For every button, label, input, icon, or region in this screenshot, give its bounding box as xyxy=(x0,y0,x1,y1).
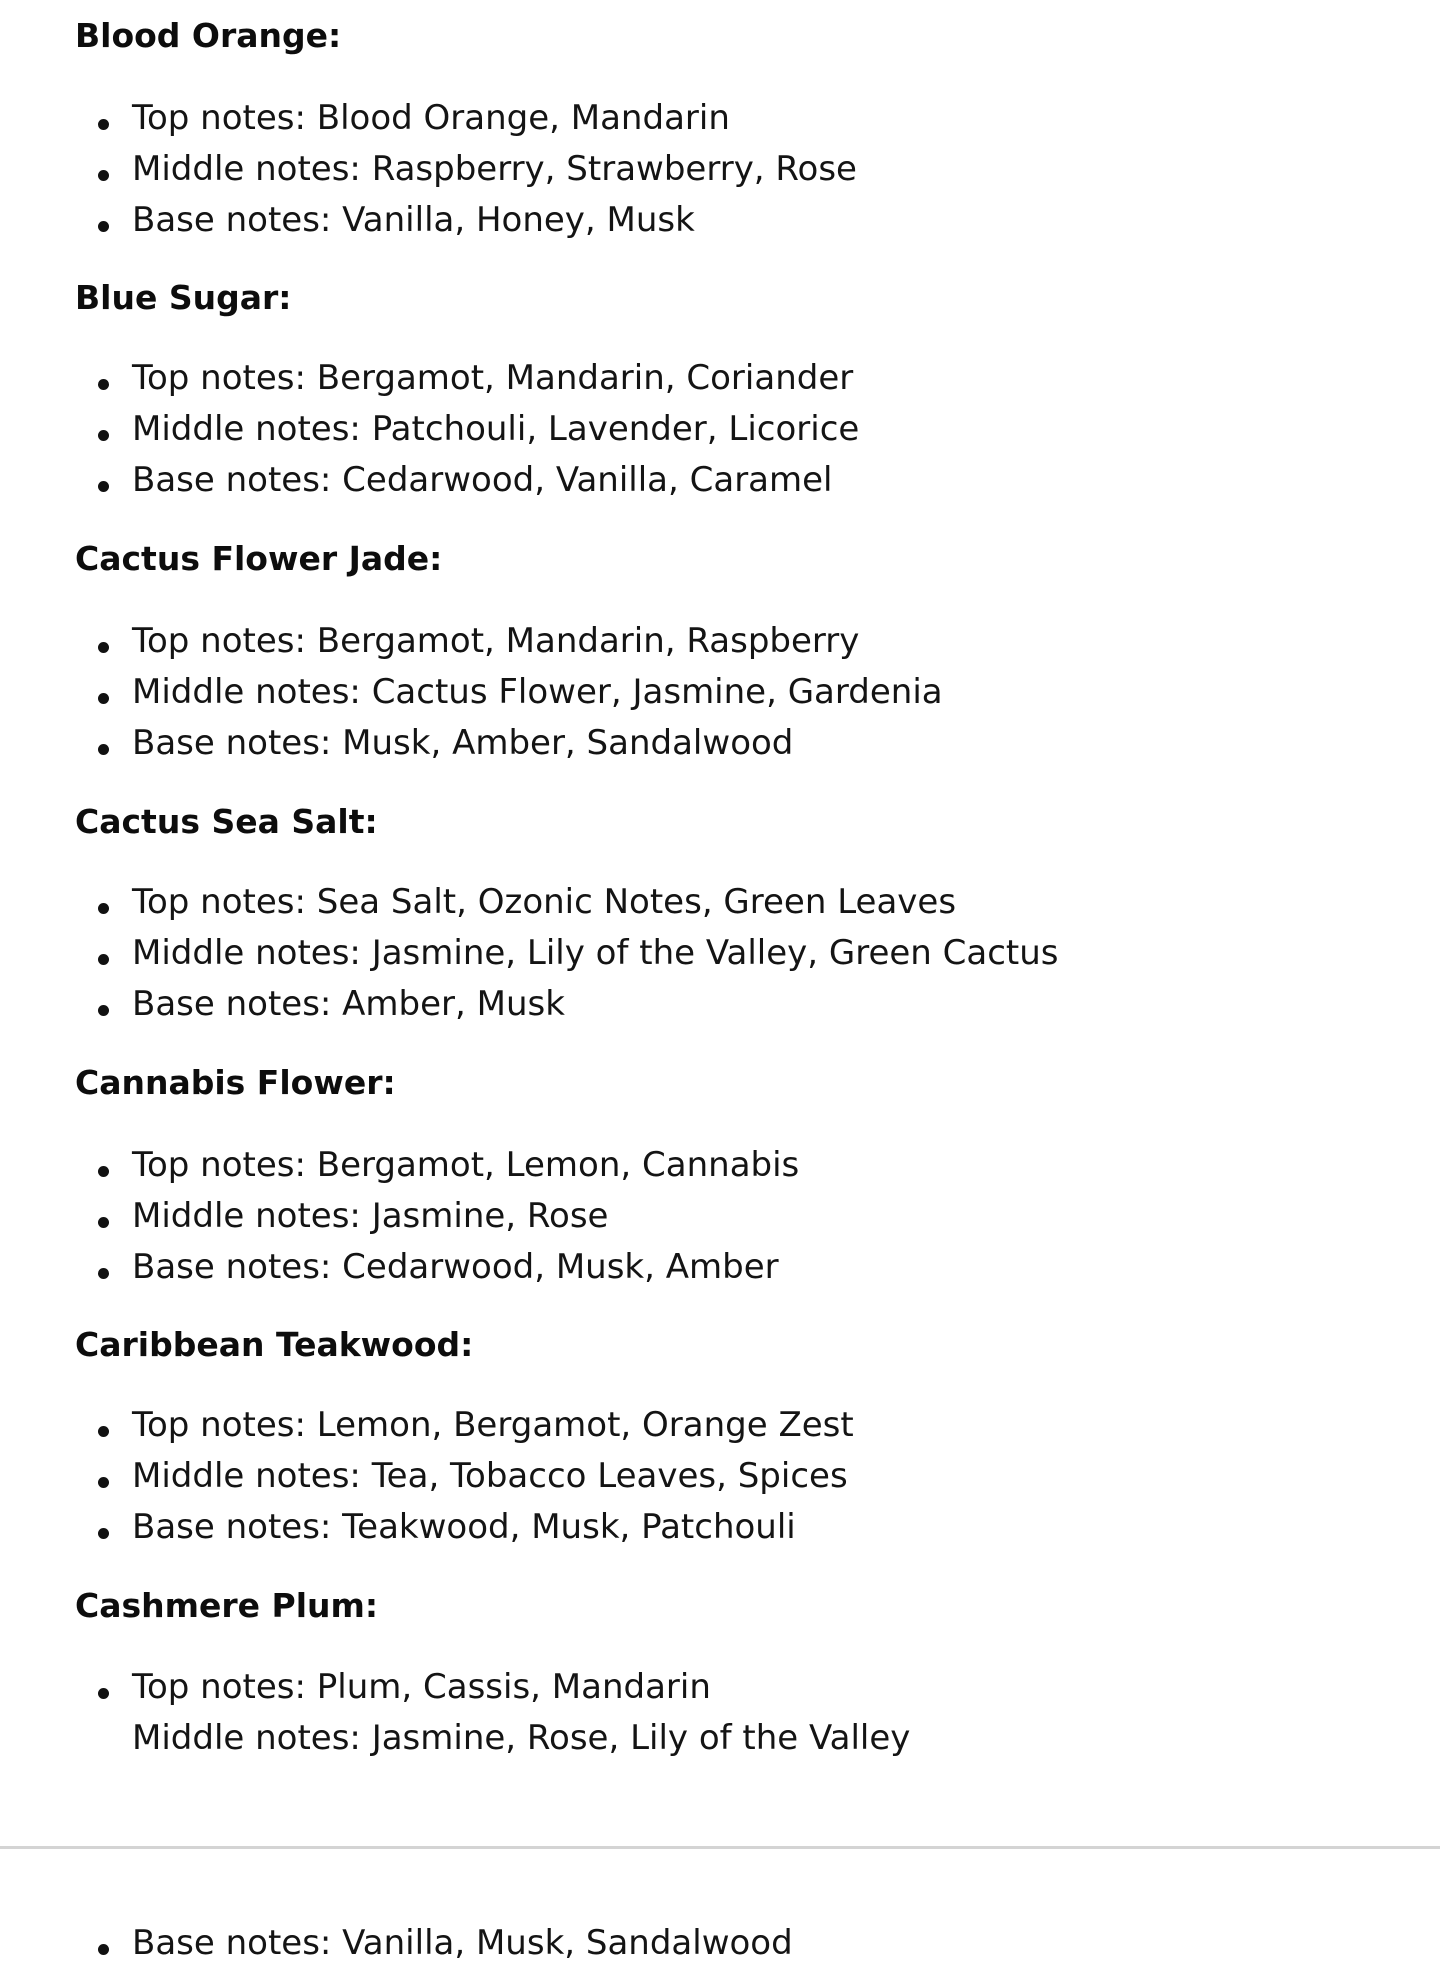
bullet-icon xyxy=(98,954,109,965)
note-text: Base notes: Vanilla, Musk, Sandalwood xyxy=(132,1923,793,1963)
note-text: Base notes: Teakwood, Musk, Patchouli xyxy=(132,1507,796,1547)
bullet-icon xyxy=(98,481,109,492)
note-text: Base notes: Musk, Amber, Sandalwood xyxy=(132,723,794,763)
notes-list xyxy=(75,1400,854,1553)
note-text: Top notes: Sea Salt, Ozonic Notes, Green Leaves xyxy=(132,882,957,922)
bullet-icon xyxy=(98,1944,109,1955)
bullet-icon xyxy=(98,903,109,914)
list-item xyxy=(75,1451,854,1502)
notes-list xyxy=(75,616,943,769)
scent-heading: Cactus Flower Jade: xyxy=(75,539,443,578)
bullet-icon xyxy=(98,430,109,441)
list-item xyxy=(75,93,857,144)
note-text: Middle notes: Cactus Flower, Jasmine, Gardenia xyxy=(132,672,943,712)
list-item xyxy=(75,1242,799,1293)
bullet-icon xyxy=(98,1688,109,1699)
bullet-icon xyxy=(98,1166,109,1177)
scent-heading: Caribbean Teakwood: xyxy=(75,1325,474,1364)
note-text: Base notes: Cedarwood, Vanilla, Caramel xyxy=(132,460,833,500)
scent-heading: Cactus Sea Salt: xyxy=(75,802,378,841)
notes-list xyxy=(75,93,857,246)
scent-heading: Cashmere Plum: xyxy=(75,1586,379,1625)
list-item xyxy=(75,455,859,506)
bullet-icon xyxy=(98,744,109,755)
bullet-icon xyxy=(98,119,109,130)
notes-list xyxy=(75,1662,910,1764)
note-text: Middle notes: Raspberry, Strawberry, Rose xyxy=(132,149,857,189)
list-item xyxy=(75,1502,854,1553)
notes-list xyxy=(75,353,859,506)
notes-list xyxy=(75,1918,793,1969)
list-item xyxy=(75,1918,793,1969)
scent-section-cactus-flower-jade xyxy=(75,539,1375,763)
note-text: Top notes: Lemon, Bergamot, Orange Zest xyxy=(132,1405,854,1445)
note-text: Top notes: Bergamot, Mandarin, Coriander xyxy=(132,358,854,398)
bullet-icon xyxy=(98,642,109,653)
note-text: Base notes: Cedarwood, Musk, Amber xyxy=(132,1247,779,1287)
list-item xyxy=(75,404,859,455)
list-item xyxy=(75,1191,799,1242)
note-text: Middle notes: Jasmine, Rose, Lily of the Valley xyxy=(132,1718,911,1758)
scent-heading: Blue Sugar: xyxy=(75,278,292,317)
list-item xyxy=(75,718,943,769)
notes-list xyxy=(75,877,1059,1030)
list-item xyxy=(75,667,943,718)
bullet-icon xyxy=(98,693,109,704)
note-text: Top notes: Plum, Cassis, Mandarin xyxy=(132,1667,711,1707)
note-text: Middle notes: Jasmine, Rose xyxy=(132,1196,609,1236)
list-item xyxy=(75,877,1059,928)
scent-section-blue-sugar xyxy=(75,278,1375,500)
scent-section-caribbean-teakwood xyxy=(75,1325,1375,1547)
scent-section-cactus-sea-salt xyxy=(75,802,1375,1024)
list-item xyxy=(75,616,943,667)
scent-heading: Cannabis Flower: xyxy=(75,1063,396,1102)
note-text: Middle notes: Tea, Tobacco Leaves, Spices xyxy=(132,1456,848,1496)
page-divider xyxy=(0,1846,1440,1849)
bullet-icon xyxy=(98,170,109,181)
note-text: Base notes: Vanilla, Honey, Musk xyxy=(132,200,695,240)
bullet-icon xyxy=(98,1528,109,1539)
bullet-icon xyxy=(98,1005,109,1016)
list-item xyxy=(75,1400,854,1451)
note-text: Top notes: Blood Orange, Mandarin xyxy=(132,98,730,138)
bullet-icon xyxy=(98,1477,109,1488)
list-item xyxy=(75,928,1059,979)
notes-list xyxy=(75,1140,799,1293)
list-item xyxy=(75,144,857,195)
bullet-icon xyxy=(98,1426,109,1437)
bullet-icon xyxy=(98,221,109,232)
note-text: Base notes: Amber, Musk xyxy=(132,984,565,1024)
scent-heading: Blood Orange: xyxy=(75,16,342,55)
scent-section-cannabis-flower xyxy=(75,1063,1375,1287)
list-item xyxy=(75,1140,799,1191)
note-text: Middle notes: Patchouli, Lavender, Licorice xyxy=(132,409,860,449)
bullet-icon xyxy=(98,1268,109,1279)
bullet-icon xyxy=(98,1217,109,1228)
note-text: Top notes: Bergamot, Mandarin, Raspberry xyxy=(132,621,860,661)
note-text: Middle notes: Jasmine, Lily of the Valley, Green Cactus xyxy=(132,933,1059,973)
list-item xyxy=(75,979,1059,1030)
list-item xyxy=(75,1713,910,1764)
bullet-icon xyxy=(98,379,109,390)
scent-section-cashmere-plum xyxy=(75,1586,1375,1758)
list-item xyxy=(75,353,859,404)
list-item xyxy=(75,195,857,246)
note-text: Top notes: Bergamot, Lemon, Cannabis xyxy=(132,1145,800,1185)
scent-section-blood-orange xyxy=(75,16,1375,240)
list-item xyxy=(75,1662,910,1713)
